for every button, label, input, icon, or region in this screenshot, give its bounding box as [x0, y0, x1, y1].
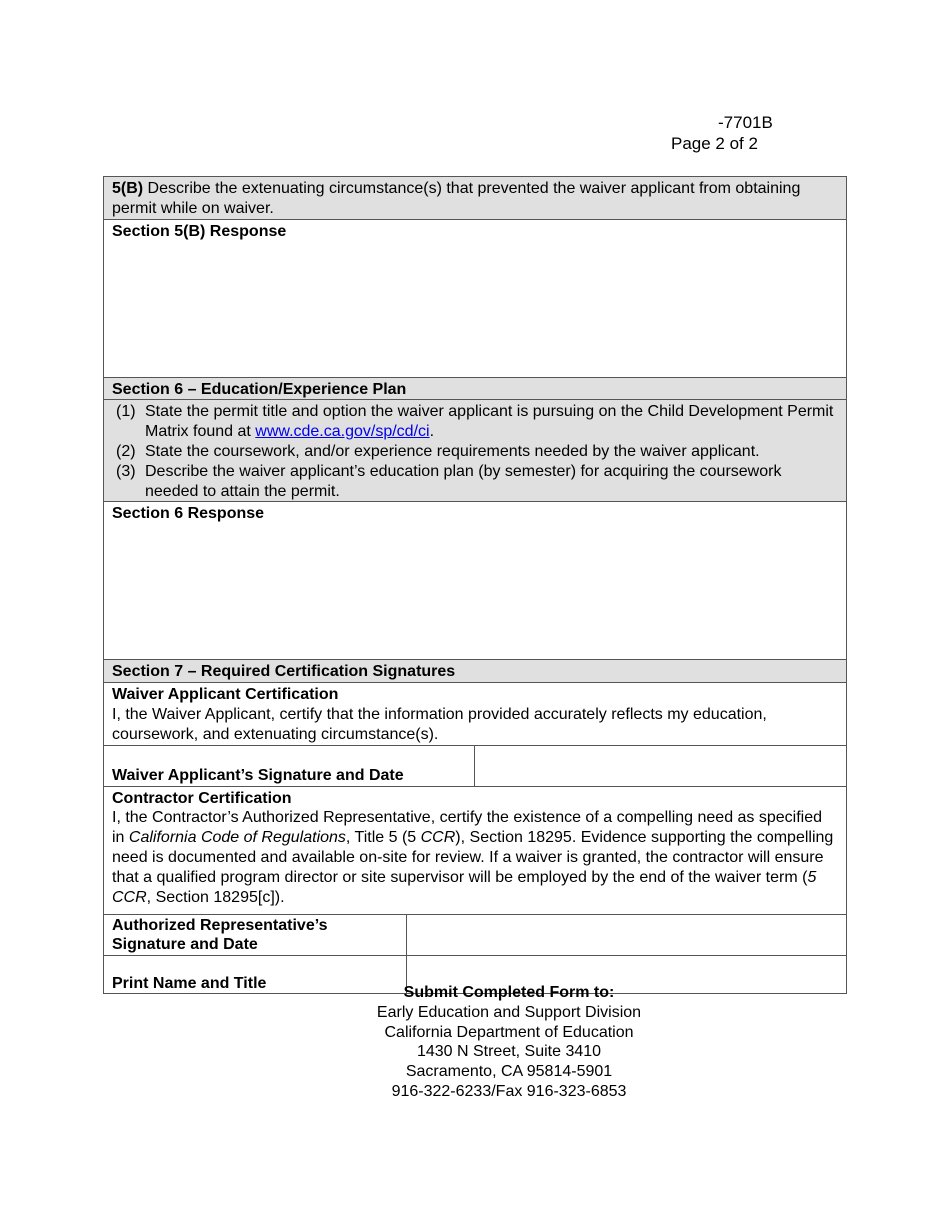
- list-item: (1) State the permit title and option the waiver applicant is pursuing on the Child Development Permit Matrix found at www.cde.ca.gov/sp/cd/ci.: [116, 403, 834, 441]
- waiver-form: [103, 176, 847, 994]
- section-5b-response-heading: Section 5(B) Response: [112, 222, 287, 240]
- applicant-signature-field[interactable]: [475, 746, 846, 786]
- applicant-certification-title: Waiver Applicant Certification: [112, 686, 339, 704]
- applicant-signature-label: Waiver Applicant’s Signature and Date: [104, 746, 475, 786]
- section-6-instructions: [104, 400, 846, 502]
- submission-address: Submit Completed Form to: Early Education and Support Division California Department of Education 1430 N Street, Suite 3410 Sacramento, CA 95814-5901 916-322-6233/Fax 916-323-6853: [0, 983, 950, 1102]
- section-7-heading: Section 7 – Required Certification Signatures: [104, 660, 846, 683]
- applicant-certification: [104, 683, 846, 745]
- form-code: -7701B: [718, 113, 773, 132]
- section-5b-response-field[interactable]: [104, 220, 846, 378]
- section-6-heading: Section 6 – Education/Experience Plan: [104, 378, 846, 401]
- list-item: (3) Describe the waiver applicant’s education plan (by semester) for acquiring the coursework needed to attain the permit.: [116, 462, 782, 500]
- print-name-label: Print Name and Title: [104, 956, 407, 993]
- list-item: (2) State the coursework, and/or experience requirements needed by the waiver applicant.: [116, 442, 760, 460]
- permit-matrix-link[interactable]: www.cde.ca.gov/sp/cd/ci: [255, 423, 430, 441]
- contractor-certification-title: Contractor Certification: [112, 789, 292, 807]
- section-5b-label: 5(B): [112, 180, 144, 197]
- representative-signature-label: Authorized Representative’s Signature and Date: [104, 915, 407, 955]
- section-6-response-field[interactable]: [104, 502, 846, 660]
- representative-signature-field[interactable]: [407, 915, 846, 955]
- representative-signature-row: [104, 915, 846, 956]
- contractor-certification: [104, 787, 846, 916]
- applicant-certification-text: I, the Waiver Applicant, certify that the information provided accurately reflects my education, coursework, and extenuating circumstance(s).: [112, 705, 767, 743]
- section-5b-prompt-text: Describe the extenuating circumstance(s) that prevented the waiver applicant from obtaining permit while on waiver.: [112, 180, 801, 217]
- submit-heading: Submit Completed Form to:: [403, 984, 615, 1001]
- section-5b-prompt: [104, 177, 846, 220]
- contractor-certification-text: I, the Contractor’s Authorized Representative, certify the existence of a compelling need as specified in California Code of Regulations, Title 5 (5 CCR), Section 18295. Evidence supporting the compelling need is documented and available on-site for review. If a waiver is granted, the contractor will ensure that a qualified program director or site supervisor will be employed by the end of the waiver term (5 CCR, Section 18295[c]).: [112, 809, 834, 906]
- applicant-signature-row: [104, 746, 846, 787]
- section-6-response-heading: Section 6 Response: [112, 505, 265, 523]
- page-number: Page 2 of 2: [671, 134, 758, 153]
